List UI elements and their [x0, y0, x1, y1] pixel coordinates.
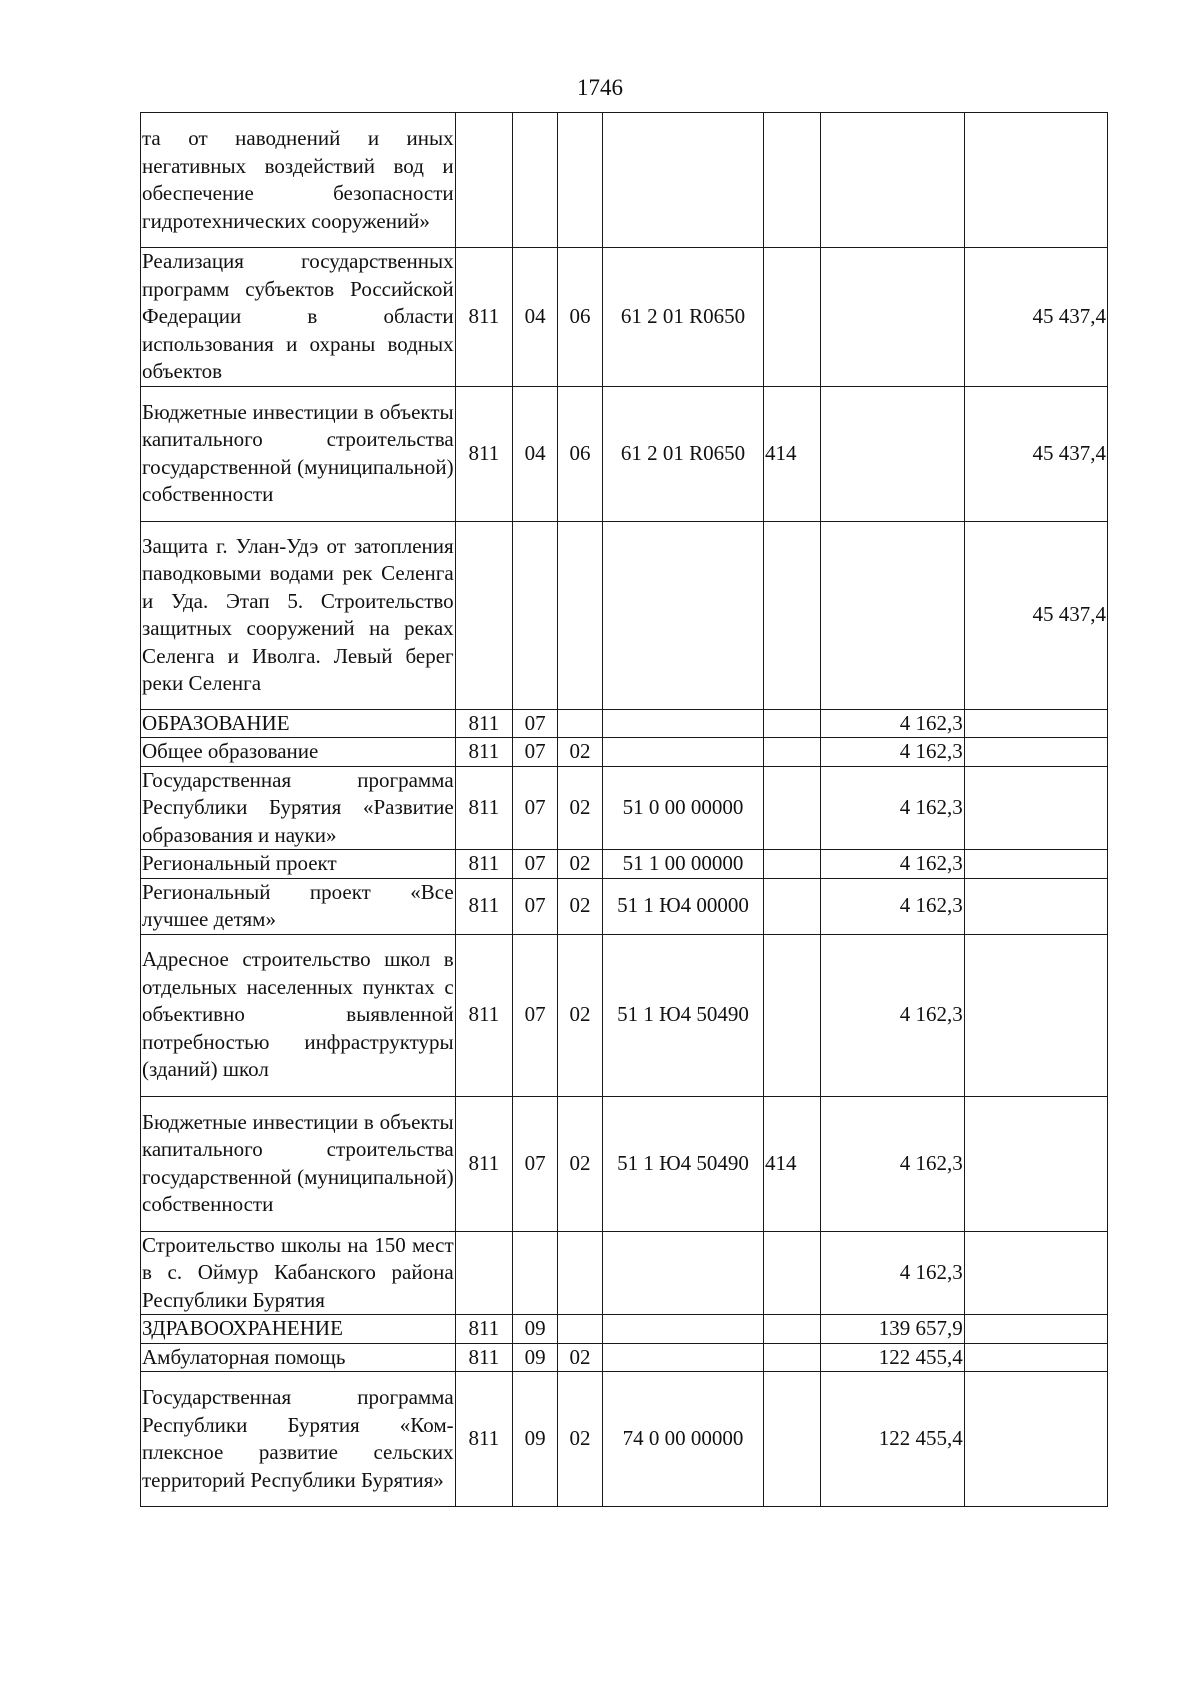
row-name: ОБРАЗОВАНИЕ: [141, 709, 456, 738]
section-code: 07: [513, 934, 558, 1096]
expense-type-code: [764, 934, 821, 1096]
target-article-code: [603, 1231, 764, 1315]
subsection-code: [558, 1315, 603, 1344]
table-row: [141, 934, 1108, 1096]
dept-code: 811: [455, 248, 512, 387]
row-name: Государственная программа Республики Бурятия «Комплексное развитие сельских территорий Республики Бурятия»: [141, 1372, 456, 1507]
dept-code: 811: [455, 1343, 512, 1372]
amount-2: [964, 1343, 1107, 1372]
target-article-code: [603, 738, 764, 767]
target-article-code: [603, 1315, 764, 1344]
amount-1: 4 162,3: [821, 709, 964, 738]
dept-code: 811: [455, 386, 512, 521]
section-code: 04: [513, 248, 558, 387]
row-name: Реализация государственных программ субъектов Российской Федерации в области использования и охраны водных объектов: [141, 248, 456, 387]
dept-code: [455, 113, 512, 248]
table-row: [141, 878, 1108, 934]
amount-1: 4 162,3: [821, 738, 964, 767]
amount-2: [964, 1096, 1107, 1231]
section-code: [513, 113, 558, 248]
section-code: [513, 521, 558, 709]
table-row: [141, 1315, 1108, 1344]
dept-code: [455, 1231, 512, 1315]
expense-type-code: [764, 709, 821, 738]
expense-type-code: [764, 113, 821, 248]
dept-code: 811: [455, 1096, 512, 1231]
dept-code: 811: [455, 850, 512, 879]
amount-1: 4 162,3: [821, 766, 964, 850]
row-name: Региональный проект «Все лучшее детям»: [141, 878, 456, 934]
table-row: [141, 386, 1108, 521]
subsection-code: 02: [558, 850, 603, 879]
amount-1: [821, 386, 964, 521]
table-row: [141, 1231, 1108, 1315]
expense-type-code: [764, 248, 821, 387]
amount-2: [964, 1231, 1107, 1315]
section-code: 04: [513, 386, 558, 521]
amount-2: [964, 1372, 1107, 1507]
expense-type-code: [764, 1315, 821, 1344]
amount-2: [964, 766, 1107, 850]
amount-1: 4 162,3: [821, 878, 964, 934]
subsection-code: [558, 521, 603, 709]
target-article-code: [603, 1343, 764, 1372]
page-number: 1746: [577, 75, 623, 100]
target-article-code: 61 2 01 R0650: [603, 386, 764, 521]
budget-table: [140, 112, 1108, 1507]
expense-type-code: 414: [764, 386, 821, 521]
dept-code: [455, 521, 512, 709]
subsection-code: 02: [558, 1343, 603, 1372]
expense-type-code: [764, 738, 821, 767]
target-article-code: [603, 113, 764, 248]
section-code: 07: [513, 850, 558, 879]
amount-1: 139 657,9: [821, 1315, 964, 1344]
section-code: 09: [513, 1372, 558, 1507]
target-article-code: [603, 521, 764, 709]
subsection-code: 02: [558, 766, 603, 850]
amount-2: [964, 850, 1107, 879]
table-row: [141, 850, 1108, 879]
dept-code: 811: [455, 766, 512, 850]
amount-2: [964, 1315, 1107, 1344]
row-name: Региональный проект: [141, 850, 456, 879]
expense-type-code: [764, 878, 821, 934]
row-name: Защита г. Улан-Удэ от затопления паводковыми водами рек Селенга и Уда. Этап 5. Строительство защитных сооружений на реках Селенга и Иволга. Левый берег реки Селенга: [141, 521, 456, 709]
subsection-code: 02: [558, 878, 603, 934]
section-code: 07: [513, 738, 558, 767]
table-row: [141, 709, 1108, 738]
table-row: [141, 1372, 1108, 1507]
dept-code: 811: [455, 934, 512, 1096]
subsection-code: 06: [558, 386, 603, 521]
amount-2: [964, 709, 1107, 738]
dept-code: 811: [455, 1372, 512, 1507]
amount-1: 4 162,3: [821, 934, 964, 1096]
target-article-code: 51 1 Ю4 50490: [603, 934, 764, 1096]
amount-1: 122 455,4: [821, 1343, 964, 1372]
amount-1: [821, 113, 964, 248]
amount-2: [964, 878, 1107, 934]
row-name: Бюджетные инвестиции в объекты капитального строительства государственной (муниципальной) собственности: [141, 386, 456, 521]
row-name: Государственная программа Республики Бурятия «Развитие образования и науки»: [141, 766, 456, 850]
table-row: [141, 248, 1108, 387]
row-name: Строительство школы на 150 мест в с. Оймур Кабанского района Республики Бурятия: [141, 1231, 456, 1315]
target-article-code: 51 1 Ю4 50490: [603, 1096, 764, 1231]
amount-2: 45 437,4: [964, 521, 1107, 709]
subsection-code: [558, 113, 603, 248]
amount-1: 122 455,4: [821, 1372, 964, 1507]
expense-type-code: [764, 850, 821, 879]
section-code: [513, 1231, 558, 1315]
target-article-code: 51 0 00 00000: [603, 766, 764, 850]
subsection-code: 02: [558, 1372, 603, 1507]
subsection-code: 06: [558, 248, 603, 387]
row-name: ЗДРАВООХРАНЕНИЕ: [141, 1315, 456, 1344]
section-code: 07: [513, 709, 558, 738]
target-article-code: 61 2 01 R0650: [603, 248, 764, 387]
amount-1: [821, 248, 964, 387]
table-row: [141, 738, 1108, 767]
dept-code: 811: [455, 878, 512, 934]
dept-code: 811: [455, 709, 512, 738]
amount-2: [964, 934, 1107, 1096]
row-name: та от наводнений и иных негативных воздействий вод и обеспечение безопасности гидротехнических сооружений»: [141, 113, 456, 248]
section-code: 07: [513, 878, 558, 934]
subsection-code: 02: [558, 738, 603, 767]
amount-2: [964, 113, 1107, 248]
expense-type-code: [764, 1372, 821, 1507]
amount-1: [821, 521, 964, 709]
amount-2: 45 437,4: [964, 386, 1107, 521]
dept-code: 811: [455, 1315, 512, 1344]
expense-type-code: [764, 1231, 821, 1315]
table-row: [141, 521, 1108, 709]
subsection-code: 02: [558, 934, 603, 1096]
amount-2: [964, 738, 1107, 767]
section-code: 07: [513, 1096, 558, 1231]
table-row: [141, 766, 1108, 850]
table-row: [141, 1096, 1108, 1231]
section-code: 07: [513, 766, 558, 850]
subsection-code: [558, 709, 603, 738]
amount-1: 4 162,3: [821, 1096, 964, 1231]
target-article-code: 51 1 00 00000: [603, 850, 764, 879]
expense-type-code: [764, 1343, 821, 1372]
amount-2: 45 437,4: [964, 248, 1107, 387]
section-code: 09: [513, 1315, 558, 1344]
row-name: Общее образование: [141, 738, 456, 767]
subsection-code: [558, 1231, 603, 1315]
table-row: [141, 1343, 1108, 1372]
expense-type-code: 414: [764, 1096, 821, 1231]
dept-code: 811: [455, 738, 512, 767]
amount-1: 4 162,3: [821, 850, 964, 879]
subsection-code: 02: [558, 1096, 603, 1231]
target-article-code: [603, 709, 764, 738]
table-row: [141, 113, 1108, 248]
expense-type-code: [764, 766, 821, 850]
target-article-code: 74 0 00 00000: [603, 1372, 764, 1507]
row-name: Амбулаторная помощь: [141, 1343, 456, 1372]
target-article-code: 51 1 Ю4 00000: [603, 878, 764, 934]
row-name: Бюджетные инвестиции в объекты капитального строительства государственной (муниципальной) собственности: [141, 1096, 456, 1231]
amount-1: 4 162,3: [821, 1231, 964, 1315]
section-code: 09: [513, 1343, 558, 1372]
expense-type-code: [764, 521, 821, 709]
row-name: Адресное строительство школ в отдельных населенных пунктах с объективно выявленной потребностью инфраструктуры (зданий) школ: [141, 934, 456, 1096]
